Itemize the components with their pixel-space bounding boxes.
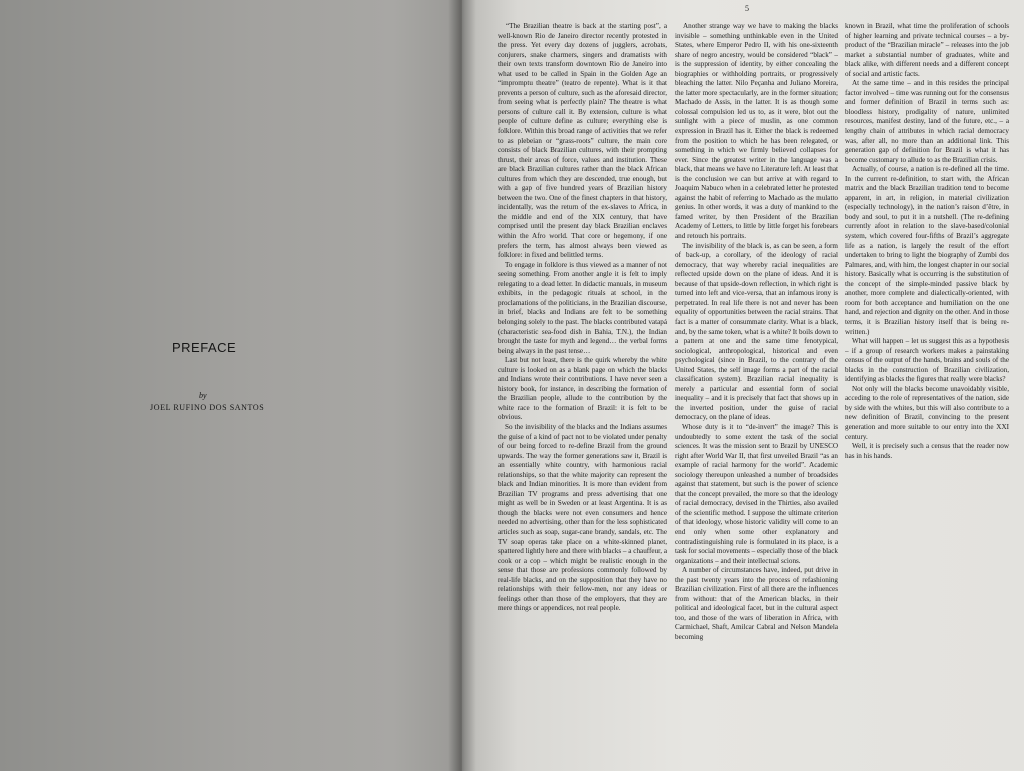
paragraph: At the same time – and in this resides the principal factor involved – time was running out for the consensus and former definition of Brazil in terms such as: bloodless history, prodigality of nature, unlimited resources, manifest destiny, land of the future, etc., – a lengthy chain of attributes in which racial democracy was, after all, no more than an additional link. This generation gap of definition for Brazil is what it has become customary to allude to as the Brazilian crisis. (845, 79, 1009, 164)
paragraph: Not only will the blacks become unavoidably visible, acceding to the role of representatives of the nation, side by side with the whites, but this will also contribute to a new definition of Brazil, convincing to the present generation and more suitable to our entry into the XXI century. (845, 384, 1009, 441)
page-number: 5 (745, 4, 749, 13)
left-page (0, 0, 462, 771)
title-block (150, 340, 280, 412)
paragraph: So the invisibility of the blacks and the Indians assumes the guise of a kind of pact not to be violated under penalty of our being forced to re-define Brazil from the ground upwards. The way the former generations saw it, Brazil is an essentially white country, with harmonious racial relationships, so that the white majority can represent the black and Indian minorities. It is more than evident from Brazilian TV programs and press advertising that one might as well be in Sweden or at least Argentina. It is as though the blacks were not even consumers and hence needed no advertising, other than for the less sophisticated articles such as soap, sugar-cane brandy, sandals, etc. The TV soap operas take place on a white-skinned planet, spattered lightly here and there with blacks – a chauffeur, a cook or a cop – which might be realistic enough in the sense that those are professions commonly followed by real-life blacks, and on the supposition that they have no relationships with their fellow-men, nor any ideas or feelings other than those of the employers, that they are mere things or appendices, not real people. (498, 422, 667, 613)
paragraph: “The Brazilian theatre is back at the starting post”, a well-known Rio de Janeiro director recently protested in the press. Yet every day dozens of jugglers, acrobats, conjurers, snake charmers, singers and dramatists with their own texts transform downtown Rio de Janeiro into what used to be called in Spain in the Golden Age an “impromptu theatre” (teatro de repente). What is it that prevents a person of culture, such as the aforesaid director, from seeing what is perfectly plain? The theatre is what persons of culture call it. By extension, culture is what people of culture define as culture; everything else is folklore. Within this broad range of activities that we refer to as plebeian or “grass-roots” culture, the main core consists of black Brazilian cultures, with their prompting thrust, their areas of force, values and institution. These are black Brazilian cultures rather than the black African cultures from which they are descended, true enough, but with a gap of five hundred years of Brazilian history between the two. One of the finest chapters in that history, incidentally, was the return of the ex-slaves to Africa, in the middle and end of the XIX century, that have comprised until the present day black Brazilian enclaves within the Afro world. That core or hegemony, if one prefers the term, has almost always been viewed as folklore: in fixed and belittled terms. (498, 22, 667, 260)
paragraph: A number of circumstances have, indeed, put drive in the past twenty years into the process of refashioning Brazilian civilization. First of all there are the influences from without: that of the American blacks, in their political and ideological facet, but in the cultural aspect too, and those of the wars of liberation in Africa, with Carmichael, Shaft, Amilcar Cabral and Nelson Mandela becoming (675, 566, 838, 641)
paragraph: Last but not least, there is the quirk whereby the white culture is looked on as a blank page on which the blacks and Indians wrote their contributions. I have never seen a history book, for instance, in describing the formation of the Brazilian people, allude to the contribution by the white race to the formation of Brazil: it is felt to be obvious. (498, 356, 667, 422)
byline-label: by (199, 391, 207, 400)
book-gutter (448, 0, 476, 771)
text-column-2 (675, 22, 838, 771)
text-column-3 (845, 22, 1009, 771)
paragraph: The invisibility of the black is, as can be seen, a form of back-up, a corollary, of the ideology of racial democracy, that way whereby racial inequalities are reflected upside down on the plane of ideas. And it is because of that upside-down reflection, in which right is turned into left and vice-versa, that an infamous irony is perpetrated. In real life there is not and never has been equality of opportunities between the racial strains. That fact is a matter of consummate clarity. What is a black, and, by the same token, what is a white? It boils down to a pattern at one and the same time fenotypical, sociological, anthropological, historical and even psychological (since in Brazil, to the contrary of the United States, the self image forms a part of the racial classification system). Brazilian racial inequality is merely a particular and essential form of social inequality – and it is precisely that fact that shows up in the inverted position, under the guise of racial democracy, on the plane of ideas. (675, 241, 838, 422)
paragraph: To engage in folklore is thus viewed as a manner of not seeing something. From another angle it is felt to imply relegating to a dead letter. In didactic manuals, in museum exhibits, in the pedagogic rituals at school, in the proclamations of the politicians, in the Brazilian discourse, in brief, blacks and Indians are felt to be something belonging solely to the past. The blacks contributed vatapá (characteristic sea-food dish in Bahia, T.N.), the Indian brought the taste for myth and legend… the verbal forms being always in the past tense… (498, 260, 667, 355)
paragraph: Well, it is precisely such a census that the reader now has in his hands. (845, 442, 1009, 460)
paragraph: Whose duty is it to “de-invert” the image? This is undoubtedly to some extent the task of the social sciences. It was the mission sent to Brazil by UNESCO right after World War II, that first unveiled Brazil “as an example of racial harmony for the world”. Academic sociology thereupon unleashed a number of broadsides against that statement, but such is the power of science that the concept prevailed, the more so that the ideology of racial democracy, devised in the Thirties, also availed of the scientific method. I suppose the ultimate criterion of that ideology, whose historic validity will come to an end only when some other explanatory and contradistinguishing rule is formulated in its place, is a task for social movements – especially those of the black organizations – and their intellectual scions. (675, 422, 838, 565)
text-column-1 (498, 22, 667, 771)
paragraph: Another strange way we have to making the blacks invisible – something unthinkable even in the United States, where Emperor Pedro II, with his one-sixteenth share of negro ancestry, would be considered “black” – is the suppression of identity, by either concealing the biographies or withholding portraits, or progressively bleaching the latter. Nilo Peçanha and Juliano Moreira, the latter more spectacularly, are in the former situation; Machado de Assis, in the latter. It is as though some colossal compulsion led us to, as it were, blot out the sunlight with a piece of muslin, as one common expression in Brazil has it. Either the black is redeemed from the position to which he has been relegated, or something in which we firmly believed collapses for ever. Since the greatest writer in the language was a black, that means we have no Literature left. At least that is the conclusion we can but arrive at with regard to Joaquim Nabuco when in a celebrated letter he protested against the habit of referring to Machado as the mulatto genius. In other words, it was a duty of mankind to the famed writer, by then President of the Brazilian Academy of Letters, to little by little forget his forebears and retouch his portraits. (675, 22, 838, 241)
page-title: PREFACE (172, 340, 237, 355)
author-name: JOEL RUFINO DOS SANTOS (150, 403, 265, 412)
paragraph: known in Brazil, what time the proliferation of schools of higher learning and private technical courses – a by-product of the “Brazilian miracle” – releases into the job market a substantial number of graduates, white and black alike, with different needs and a different concept of social and artistic facts. (845, 22, 1009, 78)
paragraph: What will happen – let us suggest this as a hypothesis – if a group of research workers makes a painstaking census of the output of the hands, brains and souls of the blacks in the construction of Brazilian civilization, identifying as blacks the figures that really were blacks? (845, 337, 1009, 384)
paragraph: Actually, of course, a nation is re-defined all the time. In the current re-definition, to start with, the African matrix and the black Brazilian tradition tend to become apparent, in art, in religion, in material civilization (especially technology), in the nation’s raison d’être, in body and soul, to put it in a nutshell. (The re-defining currently afoot in relation to the slave-based/colonial system, which covered four-fifths of Brazil’s aggregate life as a nation, is largely the result of the effort undertaken to bring to light the biography of Zumbi dos Palmares, and, with him, the longest chapter in our social history. Basically what is occurring is the substitution of the concept of the simple-minded passive black by another, more complete and dialectically-oriented, with room for both acceptance and humiliation on the one hand, and rejection and dignity on the other. And in those terms, it is Brazilian history itself that is being re-written.) (845, 165, 1009, 336)
